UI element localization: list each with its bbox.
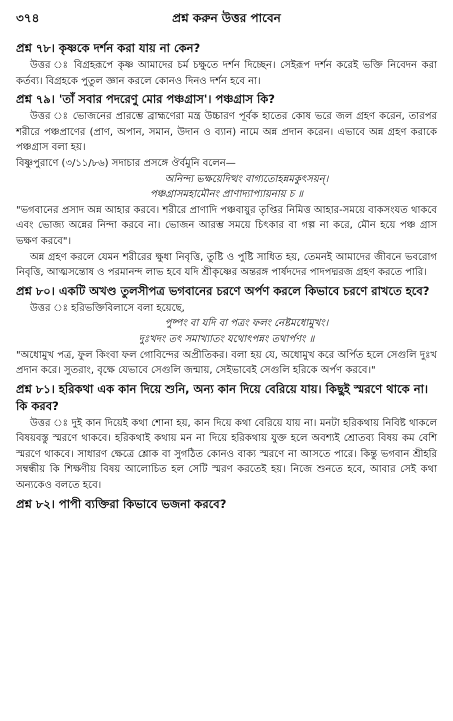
answer-paragraph: অন্ন গ্রহণ করলে যেমন শরীরের ক্ষুধা নিবৃত্তি, তুষ্টি ও পুষ্টি সাধিত হয়, তেমনই আমাদের জীবনে ভবরোগ নিবৃত্তি, আত্মসন্তোষ ও পরমানন্দ লাভ হবে যদি শ্রীকৃষ্ণের অন্তরঙ্গ পার্ষদদের পাদপদ্মরজ গ্রহণ করতে পারি। [16, 251, 437, 279]
question-block-78 [16, 40, 437, 89]
question-heading: প্রশ্ন ৭৮। কৃষ্ণকে দর্শন করা যায় না কেন? [16, 41, 201, 55]
running-title: প্রশ্ন করুন উত্তর পাবেন [172, 11, 281, 25]
verse-line: অনিন্দ্য ভক্ষয়েদিত্থং বাগ্যতোহন্নমকুৎসয়ন্। [164, 173, 329, 185]
question-block-81 [16, 381, 437, 494]
question-block-80 [16, 283, 437, 379]
verse-line: পঞ্চগ্রাসমহামৌনং প্রাণাদ্যাপ্যায়নায় চ ॥ [149, 189, 304, 201]
answer-paragraph: উত্তর ঃ বিগ্রহরূপে কৃষ্ণ আমাদের চর্ম চক্ষুতে দর্শন দিচ্ছেন। সেইরূপ দর্শন করেই ভক্তি নিবেদন করা কর্তব্য। বিগ্রহকে পুতুল জ্ঞান করলে কোনও দিনও দর্শন হবে না। [16, 60, 437, 87]
verse-line: দুঃখদং তৎ সমাখ্যাতং যথোৎপন্নং তথার্পণং ॥ [138, 333, 315, 345]
verse-line: পুষ্পং বা যদি বা পত্রং ফলং নেষ্টমধোমুখং। [164, 318, 329, 330]
question-heading: প্রশ্ন ৮২। পাপী ব্যক্তিরা কিভাবে ভজনা করবে? [16, 496, 227, 511]
answer-paragraph: উত্তর ঃ হরিভক্তিবিলাসে বলা হয়েছে, [30, 302, 185, 314]
question-heading: প্রশ্ন ৭৯। 'তাঁ সবার পদরেণু মোর পঞ্চগ্রাস'। পঞ্চগ্রাস কি? [16, 92, 275, 107]
answer-paragraph: বিষ্ণুপুরাণে (৩/১১/৮৬) সদাচার প্রসঙ্গে ঔর্বমুনি বলেন— [16, 157, 236, 169]
page-content [16, 40, 437, 513]
answer-paragraph: উত্তর ঃ দুই কান দিয়েই কথা শোনা হয়, কান দিয়ে কথা বেরিয়ে যায় না। মনটা হরিকথায় নিবিষ্ট থাকলে বিষয়বস্তু স্মরণে থাকবে। হরিকথাই কথায় মন না দিয়ে হরিকথায় যুক্ত হলে অবশ্যই শ্রোতব্য বিষয় কম বেশি স্মরণে থাকবে। সাধারণ ক্ষেত্রে শ্লোক বা সুগঠিত কোনও বাক্য স্মরণে না আসতে পারে। কিন্তু ভগবান শ্রীহরি সম্বন্ধীয় কি শিক্ষণীয় বিষয় আলোচিত হল সেটি স্মরণ করতেই হয়। নিজে শুনতে হবে, আবার সেই কথা অন্যকেও বলতে হবে। [16, 417, 437, 492]
question-heading: প্রশ্ন ৮০। একটি অখণ্ড তুলসীপত্র ভগবানের চরণে অর্পণ করলে কিভাবে চরণে রাখতে হবে? [16, 283, 430, 298]
answer-paragraph: "ভগবানের প্রসাদ অন্ন আহার করবে। শরীরে প্রাণাদি পঞ্চবায়ুর তৃপ্তির নিমিত্ত আহার-সময়ে বাকসংযত থাকবে এবং ভোজ্য অন্নের নিন্দা করবে না। ভোজন আরম্ভ সময়ে চিৎকার বা গল্প না করে, মৌন হয়ে পঞ্চ গ্রাস ভক্ষণ করবে"। [16, 204, 437, 247]
question-heading: প্রশ্ন ৮১। হরিকথা এক কান দিয়ে শুনি, অন্য কান দিয়ে বেরিয়ে যায়। কিছুই স্মরণে থাকে না। কি করব? [16, 381, 429, 413]
question-block-79 [16, 91, 437, 281]
page-number: ৩৭৪ [16, 11, 40, 25]
question-block-82 [16, 496, 437, 513]
answer-paragraph: উত্তর ঃ ভোজনের প্রারম্ভে ব্রাহ্মণেরা মন্ত্র উচ্চারণ পূর্বক হাতের কোষ ভরে জল গ্রহণ করেন, তারপর শরীরে পঞ্চপ্রাণের (প্রাণ, অপান, সমান, উদান ও ব্যান) নামে অন্ন প্রদান করেন। এভাবে অন্ন গ্রহণ করাকে পঞ্চগ্রাস বলা হয়। [16, 111, 437, 154]
answer-paragraph: "অধোমুখ পত্র, ফুল কিংবা ফল গোবিন্দের অপ্রীতিকর। বলা হয় যে, অধোমুখ করে অর্পিত হলে সেগুলি দুঃখ প্রদান করে। সুতরাং, বৃক্ষে যেভাবে সেগুলি জন্মায়, সেইভাবেই সেগুলি হরিকে অর্পণ করবে।" [16, 349, 437, 377]
